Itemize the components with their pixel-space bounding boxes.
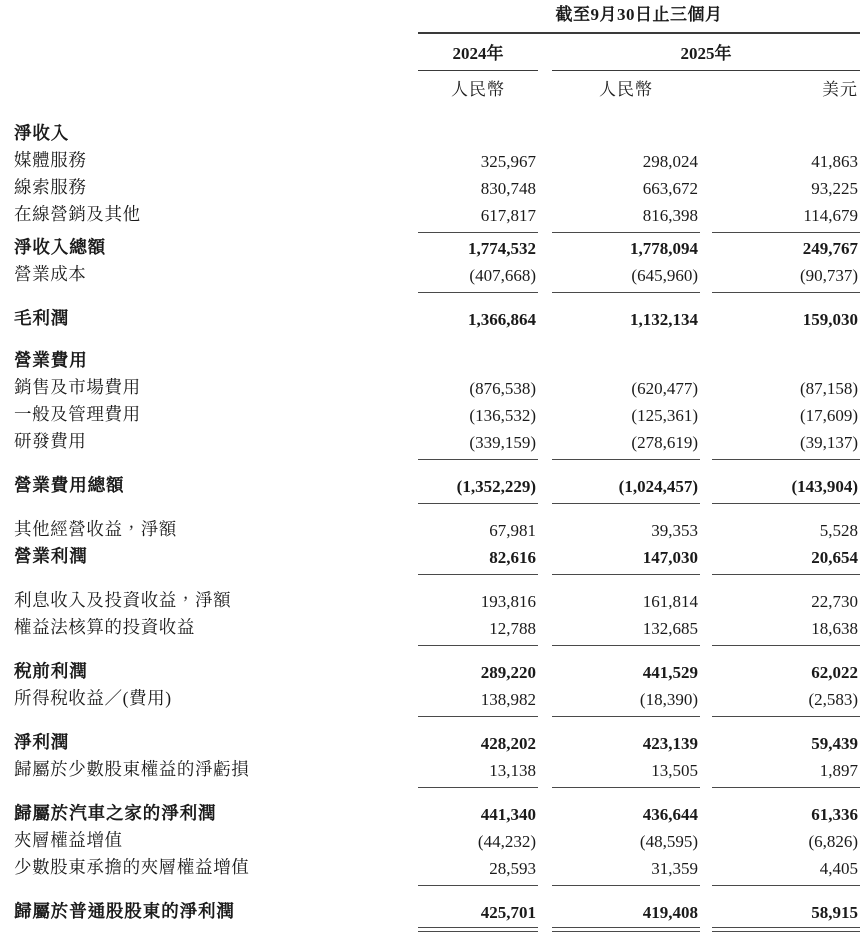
row-gap-3 xyxy=(700,373,712,400)
table-row xyxy=(0,799,868,826)
table-row xyxy=(0,542,868,569)
table-row xyxy=(0,173,868,200)
group-gap-cell xyxy=(0,504,868,515)
row-pad xyxy=(860,728,868,755)
value-usd: 114,679 xyxy=(803,206,859,225)
table-row xyxy=(0,427,868,454)
value-usd: (90,737) xyxy=(799,266,859,285)
header-year-row xyxy=(0,33,868,70)
row-gap-3 xyxy=(700,897,712,924)
row-gap-3 xyxy=(700,260,712,287)
row-gap-2 xyxy=(538,826,552,853)
table-row xyxy=(0,515,868,542)
value-usd: 5,528 xyxy=(819,521,859,540)
row-gap-2 xyxy=(538,346,552,373)
dbl-pad xyxy=(860,924,868,932)
currency-pad xyxy=(860,71,868,105)
row-gap-3 xyxy=(700,755,712,782)
row-pad xyxy=(860,586,868,613)
value-usd: 61,336 xyxy=(811,805,859,824)
row-gap-1 xyxy=(404,657,418,684)
group-gap-cell xyxy=(0,460,868,471)
group-gap xyxy=(0,331,868,346)
group-gap-cell xyxy=(0,331,868,346)
row-label-income-before-income-tax: 稅前利潤 xyxy=(14,661,88,681)
row-gap-1 xyxy=(404,853,418,880)
value-usd: (143,904) xyxy=(791,477,859,496)
table-row xyxy=(0,400,868,427)
row-gap-3 xyxy=(700,200,712,227)
row-gap-2 xyxy=(538,542,552,569)
group-gap xyxy=(0,460,868,471)
row-label-research-and-development-expenses: 研發費用 xyxy=(14,431,87,451)
row-pad xyxy=(860,346,868,373)
row-pad xyxy=(860,304,868,331)
dbl-blank xyxy=(0,924,404,932)
group-gap-cell xyxy=(0,575,868,586)
table-row xyxy=(0,826,868,853)
value-cny-2024: (876,538) xyxy=(469,379,536,398)
row-gap-2 xyxy=(538,515,552,542)
row-label-net-income-attributable-to-autohome: 歸屬於汽車之家的淨利潤 xyxy=(14,803,217,823)
row-pad xyxy=(860,373,868,400)
value-usd: 1,897 xyxy=(819,761,859,780)
section-heading-net-revenues: 淨收入 xyxy=(14,123,70,143)
row-pad xyxy=(860,542,868,569)
row-gap-2 xyxy=(538,146,552,173)
section-heading-operating-expenses: 營業費用 xyxy=(14,350,88,370)
value-usd: 58,915 xyxy=(811,903,859,922)
row-gap-2 xyxy=(538,173,552,200)
value-usd xyxy=(712,346,860,373)
row-gap-2 xyxy=(538,728,552,755)
period-title: 截至9月30日止三個月 xyxy=(555,5,723,24)
row-gap-1 xyxy=(404,515,418,542)
row-label-sales-and-marketing-expenses: 銷售及市場費用 xyxy=(14,377,141,397)
value-usd: 4,405 xyxy=(819,859,859,878)
row-gap-3 xyxy=(700,146,712,173)
row-pad xyxy=(860,613,868,640)
table-row xyxy=(0,755,868,782)
row-gap-1 xyxy=(404,373,418,400)
group-gap xyxy=(0,717,868,728)
value-cny-2024: 1,366,864 xyxy=(468,310,536,329)
header-body-gap xyxy=(0,104,868,119)
row-label-total-operating-expenses: 營業費用總額 xyxy=(14,475,125,495)
table-row xyxy=(0,304,868,331)
dbl-gap-3 xyxy=(700,924,712,932)
group-gap xyxy=(0,646,868,657)
row-pad xyxy=(860,173,868,200)
year-gap-2 xyxy=(538,33,552,70)
value-usd: 159,030 xyxy=(802,310,859,329)
table-row xyxy=(0,260,868,287)
value-cny-2025: 441,529 xyxy=(642,663,698,682)
row-pad xyxy=(860,515,868,542)
value-cny-2025: (278,619) xyxy=(631,433,698,452)
currency-gap-2 xyxy=(538,71,552,105)
row-pad xyxy=(860,119,868,146)
column-header-currency-cny-2025: 人民幣 xyxy=(599,80,653,99)
row-label-net-loss-attributable-to-noncontrolling-interests: 歸屬於少數股東權益的淨虧損 xyxy=(14,759,250,779)
value-usd: 62,022 xyxy=(811,663,859,682)
row-pad xyxy=(860,853,868,880)
table-row xyxy=(0,684,868,711)
row-gap-1 xyxy=(404,304,418,331)
row-gap-3 xyxy=(700,471,712,498)
row-gap-1 xyxy=(404,233,418,260)
value-cny-2025: (645,960) xyxy=(631,266,698,285)
value-cny-2024: 830,748 xyxy=(480,179,536,198)
row-gap-2 xyxy=(538,586,552,613)
group-gap-cell xyxy=(0,788,868,799)
currency-gap-3 xyxy=(700,71,712,105)
row-pad xyxy=(860,146,868,173)
value-usd xyxy=(712,119,860,146)
value-usd: 20,654 xyxy=(811,548,859,567)
value-cny-2025 xyxy=(552,346,700,373)
row-gap-1 xyxy=(404,346,418,373)
value-cny-2025: 1,132,134 xyxy=(630,310,698,329)
row-gap-2 xyxy=(538,471,552,498)
value-cny-2025: 419,408 xyxy=(642,903,698,922)
table-row xyxy=(0,657,868,684)
row-gap-3 xyxy=(700,542,712,569)
row-gap-1 xyxy=(404,728,418,755)
value-cny-2025: 31,359 xyxy=(651,859,698,878)
table-row xyxy=(0,897,868,924)
value-cny-2025: 132,685 xyxy=(642,619,698,638)
row-label-total-net-revenues: 淨收入總額 xyxy=(14,237,106,257)
row-gap-1 xyxy=(404,119,418,146)
row-label-gross-profit: 毛利潤 xyxy=(14,308,70,328)
value-cny-2024: (136,532) xyxy=(469,406,536,425)
dbl-gap-2 xyxy=(538,924,552,932)
value-cny-2024: 138,982 xyxy=(480,690,536,709)
value-usd: (6,826) xyxy=(808,832,859,851)
row-gap-2 xyxy=(538,755,552,782)
row-gap-1 xyxy=(404,897,418,924)
row-gap-1 xyxy=(404,542,418,569)
group-gap xyxy=(0,504,868,515)
row-gap-1 xyxy=(404,173,418,200)
row-gap-1 xyxy=(404,755,418,782)
row-gap-3 xyxy=(700,304,712,331)
row-gap-2 xyxy=(538,400,552,427)
value-cny-2025: 13,505 xyxy=(651,761,698,780)
table-row xyxy=(0,119,868,146)
value-usd: (2,583) xyxy=(808,690,859,709)
row-label-other-operating-income-net: 其他經營收益，淨額 xyxy=(14,519,177,539)
row-pad xyxy=(860,471,868,498)
value-cny-2024: (44,232) xyxy=(477,832,536,851)
value-cny-2025 xyxy=(552,119,700,146)
row-gap-2 xyxy=(538,684,552,711)
value-cny-2025: (48,595) xyxy=(639,832,698,851)
row-label-net-income-attributable-to-ordinary-shareholders: 歸屬於普通股股東的淨利潤 xyxy=(14,901,235,921)
row-gap-2 xyxy=(538,853,552,880)
double-rule-cny-2024 xyxy=(418,924,538,932)
row-gap-2 xyxy=(538,119,552,146)
value-cny-2024: 428,202 xyxy=(480,734,536,753)
value-cny-2025: (18,390) xyxy=(639,690,698,709)
value-cny-2025: 39,353 xyxy=(651,521,698,540)
row-pad xyxy=(860,684,868,711)
value-cny-2024: 28,593 xyxy=(489,859,536,878)
value-cny-2025: 816,398 xyxy=(642,206,698,225)
value-cny-2025: 1,778,094 xyxy=(630,239,698,258)
value-cny-2024: 289,220 xyxy=(480,663,536,682)
row-gap-3 xyxy=(700,684,712,711)
row-gap-1 xyxy=(404,586,418,613)
row-gap-3 xyxy=(700,346,712,373)
value-cny-2025: (620,477) xyxy=(631,379,698,398)
value-cny-2024: 617,817 xyxy=(480,206,536,225)
value-usd: 18,638 xyxy=(811,619,859,638)
row-gap-2 xyxy=(538,897,552,924)
row-gap-2 xyxy=(538,427,552,454)
value-cny-2025: 161,814 xyxy=(642,592,698,611)
row-pad xyxy=(860,260,868,287)
row-pad xyxy=(860,826,868,853)
value-cny-2024: (407,668) xyxy=(469,266,536,285)
row-label-accretion-of-mezzanine-equity: 夾層權益增值 xyxy=(14,830,123,850)
row-gap-1 xyxy=(404,146,418,173)
row-label-net-income: 淨利潤 xyxy=(14,732,70,752)
row-gap-3 xyxy=(700,173,712,200)
row-gap-2 xyxy=(538,233,552,260)
row-label-interest-income-and-investment-income-net: 利息收入及投資收益，淨額 xyxy=(14,590,232,610)
table-row xyxy=(0,586,868,613)
table-row xyxy=(0,146,868,173)
value-cny-2024: (1,352,229) xyxy=(456,477,536,496)
row-label-accretion-attributable-to-noncontrolling-interests: 少數股東承擔的夾層權益增值 xyxy=(14,857,250,877)
table-row xyxy=(0,728,868,755)
header-blank-cell xyxy=(0,0,404,32)
row-gap-1 xyxy=(404,471,418,498)
row-label-operating-profit: 營業利潤 xyxy=(14,546,88,566)
row-gap-3 xyxy=(700,400,712,427)
value-cny-2024: 441,340 xyxy=(480,805,536,824)
row-gap-3 xyxy=(700,657,712,684)
row-gap-1 xyxy=(404,400,418,427)
column-header-year-2025: 2025年 xyxy=(680,44,732,63)
group-gap xyxy=(0,886,868,897)
value-usd: 41,863 xyxy=(811,152,859,171)
year-blank-cell xyxy=(0,33,404,70)
value-cny-2025: (1,024,457) xyxy=(618,477,698,496)
row-gap-1 xyxy=(404,684,418,711)
row-gap-1 xyxy=(404,260,418,287)
currency-blank-cell xyxy=(0,71,404,105)
table-row xyxy=(0,200,868,227)
value-cny-2024 xyxy=(418,346,538,373)
row-gap-2 xyxy=(538,799,552,826)
row-label-equity-method-investment-income: 權益法核算的投資收益 xyxy=(14,617,195,637)
column-header-year-2024: 2024年 xyxy=(452,44,504,63)
table-row xyxy=(0,233,868,260)
row-label-cost-of-revenues: 營業成本 xyxy=(14,264,87,284)
table-row xyxy=(0,613,868,640)
group-gap xyxy=(0,293,868,304)
value-usd: (39,137) xyxy=(799,433,859,452)
header-currency-row xyxy=(0,71,868,105)
row-gap-1 xyxy=(404,799,418,826)
row-gap-2 xyxy=(538,373,552,400)
dbl-gap-1 xyxy=(404,924,418,932)
row-label-general-and-administrative-expenses: 一般及管理費用 xyxy=(14,404,141,424)
row-pad xyxy=(860,897,868,924)
value-cny-2024 xyxy=(418,119,538,146)
header-gap-1 xyxy=(404,0,418,32)
currency-gap-1 xyxy=(404,71,418,105)
table-row xyxy=(0,853,868,880)
row-label-media-services: 媒體服務 xyxy=(14,150,87,170)
value-cny-2024: 82,616 xyxy=(489,548,536,567)
row-gap-3 xyxy=(700,119,712,146)
row-pad xyxy=(860,799,868,826)
grand-total-rule-row xyxy=(0,924,868,932)
value-cny-2025: 663,672 xyxy=(642,179,698,198)
row-gap-1 xyxy=(404,826,418,853)
row-gap-1 xyxy=(404,613,418,640)
value-cny-2024: (339,159) xyxy=(469,433,536,452)
row-pad xyxy=(860,200,868,227)
row-pad xyxy=(860,657,868,684)
header-period-row xyxy=(0,0,868,32)
header-pad xyxy=(860,0,868,32)
value-usd: 59,439 xyxy=(811,734,859,753)
row-gap-1 xyxy=(404,427,418,454)
row-pad xyxy=(860,427,868,454)
row-gap-3 xyxy=(700,427,712,454)
table-row xyxy=(0,471,868,498)
year-pad xyxy=(860,33,868,70)
value-cny-2024: 13,138 xyxy=(489,761,536,780)
value-cny-2024: 425,701 xyxy=(480,903,536,922)
row-gap-3 xyxy=(700,799,712,826)
row-gap-2 xyxy=(538,260,552,287)
row-gap-3 xyxy=(700,853,712,880)
table-row xyxy=(0,373,868,400)
year-gap-1 xyxy=(404,33,418,70)
row-pad xyxy=(860,755,868,782)
row-gap-2 xyxy=(538,657,552,684)
row-gap-3 xyxy=(700,613,712,640)
value-cny-2024: 67,981 xyxy=(489,521,536,540)
value-cny-2024: 1,774,532 xyxy=(468,239,536,258)
group-gap-cell xyxy=(0,886,868,897)
row-gap-2 xyxy=(538,200,552,227)
row-label-leads-services: 線索服務 xyxy=(14,177,87,197)
value-usd: (17,609) xyxy=(799,406,859,425)
group-gap xyxy=(0,788,868,799)
value-cny-2024: 12,788 xyxy=(489,619,536,638)
row-pad xyxy=(860,233,868,260)
row-pad xyxy=(860,400,868,427)
group-gap xyxy=(0,575,868,586)
row-gap-2 xyxy=(538,613,552,640)
row-gap-3 xyxy=(700,586,712,613)
value-cny-2025: (125,361) xyxy=(631,406,698,425)
row-label-income-tax-benefit-expense: 所得稅收益／(費用) xyxy=(14,688,172,708)
value-cny-2025: 436,644 xyxy=(642,805,698,824)
value-cny-2024: 325,967 xyxy=(480,152,536,171)
row-gap-3 xyxy=(700,233,712,260)
value-usd: 22,730 xyxy=(811,592,859,611)
row-label-online-marketing-and-others: 在線營銷及其他 xyxy=(14,204,141,224)
value-usd: 93,225 xyxy=(811,179,859,198)
value-usd: (87,158) xyxy=(799,379,859,398)
group-gap-cell xyxy=(0,646,868,657)
row-gap-1 xyxy=(404,200,418,227)
group-gap-cell xyxy=(0,717,868,728)
row-gap-3 xyxy=(700,826,712,853)
row-gap-2 xyxy=(538,304,552,331)
value-cny-2025: 298,024 xyxy=(642,152,698,171)
column-header-currency-usd: 美元 xyxy=(822,80,859,99)
value-cny-2025: 147,030 xyxy=(642,548,698,567)
table-row xyxy=(0,346,868,373)
row-gap-3 xyxy=(700,728,712,755)
group-gap-cell xyxy=(0,293,868,304)
value-usd: 249,767 xyxy=(802,239,859,258)
value-cny-2024: 193,816 xyxy=(480,592,536,611)
double-rule-usd xyxy=(712,924,860,932)
value-cny-2025: 423,139 xyxy=(642,734,698,753)
double-rule-cny-2025 xyxy=(552,924,700,932)
header-body-gap-cell xyxy=(0,104,868,119)
row-gap-3 xyxy=(700,515,712,542)
column-header-currency-cny-2024: 人民幣 xyxy=(451,80,505,99)
